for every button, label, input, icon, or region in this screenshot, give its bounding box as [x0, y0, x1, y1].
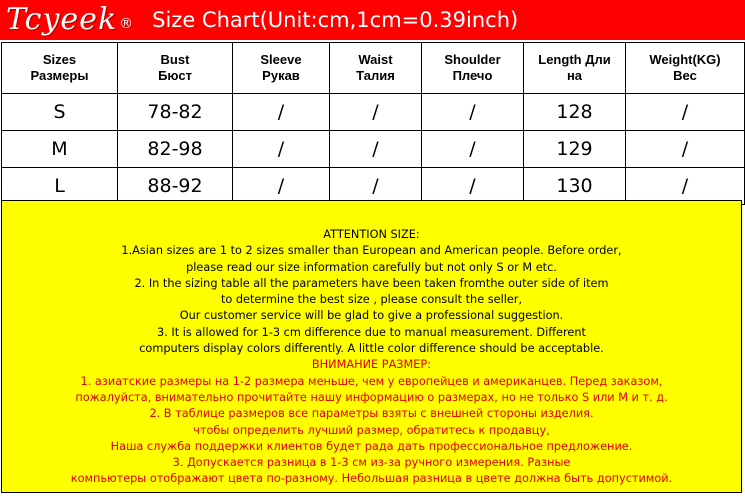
header-bust: Bust Бюст [118, 43, 233, 94]
cell-size: L [2, 168, 118, 205]
cell-weight: / [626, 94, 745, 131]
notice-line-en: to determine the best size , please consult the seller, [220, 293, 523, 307]
notice-line-en: computers display colors differently. A little color difference should be acceptable. [139, 342, 604, 356]
notice-line-ru: 3. Допускается разница в 1-3 см из-за ручного измерения. Разные [172, 456, 571, 470]
header-waist: Waist Талия [330, 43, 422, 94]
notice-line-en: please read our size information carefully but not only S or M etc. [186, 260, 557, 274]
cell-weight: / [626, 131, 745, 168]
size-table [1, 42, 745, 205]
cell-size: S [2, 94, 118, 131]
cell-length: 129 [524, 131, 626, 168]
notice-line-en: 1.Asian sizes are 1 to 2 sizes smaller than European and American people. Before order, [121, 244, 622, 258]
cell-bust: 88-92 [118, 168, 233, 205]
attention-notice [1, 200, 742, 493]
table-row [2, 131, 745, 168]
cell-waist: / [330, 131, 422, 168]
header-weight: Weight(KG) Вес [626, 43, 745, 94]
cell-bust: 82-98 [118, 131, 233, 168]
header-bar [0, 0, 745, 40]
notice-line-ru: 2. В таблице размеров все параметры взяты с внешней стороны изделия. [149, 407, 594, 421]
header-shoulder: Shoulder Плечо [422, 43, 524, 94]
chart-title: Size Chart(Unit:cm,1cm=0.39inch) [152, 8, 519, 32]
cell-size: M [2, 131, 118, 168]
cell-weight: / [626, 168, 745, 205]
cell-shoulder: / [422, 131, 524, 168]
cell-waist: / [330, 168, 422, 205]
notice-line-ru: чтобы определить лучший размер, обратитесь к продавцу, [193, 423, 550, 437]
cell-shoulder: / [422, 94, 524, 131]
notice-line-ru: Наша служба поддержки клиентов будет рада дать профессиональное предложение. [110, 439, 633, 453]
cell-shoulder: / [422, 168, 524, 205]
cell-sleeve: / [233, 94, 330, 131]
cell-length: 128 [524, 94, 626, 131]
table-header-row [2, 43, 745, 94]
header-sizes: Sizes Размеры [2, 43, 118, 94]
cell-length: 130 [524, 168, 626, 205]
cell-waist: / [330, 94, 422, 131]
notice-line-ru: компьютеры отображают цвета по-разному. Небольшая разница в цвете должна быть допустимой. [70, 472, 673, 486]
notice-line-ru: пожалуйста, внимательно прочитайте нашу информацию о размерах, но не только S или M и т. д. [75, 390, 668, 404]
notice-line-en: 3. It is allowed for 1-3 cm difference due to manual measurement. Different [157, 325, 586, 339]
notice-heading-en: ATTENTION SIZE: [323, 228, 420, 241]
brand-name: Tcyeek [6, 2, 118, 37]
cell-bust: 78-82 [118, 94, 233, 131]
notice-line-ru: 1. азиатские размеры на 1-2 размера меньше, чем у европейцев и американцев. Перед заказом, [80, 374, 663, 388]
cell-sleeve: / [233, 131, 330, 168]
brand-logo [6, 0, 134, 40]
table-row [2, 168, 745, 205]
notice-heading-ru: ВНИМАНИЕ РАЗМЕР: [311, 358, 432, 372]
notice-line-en: 2. In the sizing table all the parameters have been taken fromthe outer side of item [134, 276, 609, 290]
cell-sleeve: / [233, 168, 330, 205]
registered-mark: ® [119, 16, 135, 32]
header-length: Length Дли на [524, 43, 626, 94]
notice-line-en: Our customer service will be glad to give a professional suggestion. [179, 309, 564, 323]
header-sleeve: Sleeve Рукав [233, 43, 330, 94]
table-row [2, 94, 745, 131]
